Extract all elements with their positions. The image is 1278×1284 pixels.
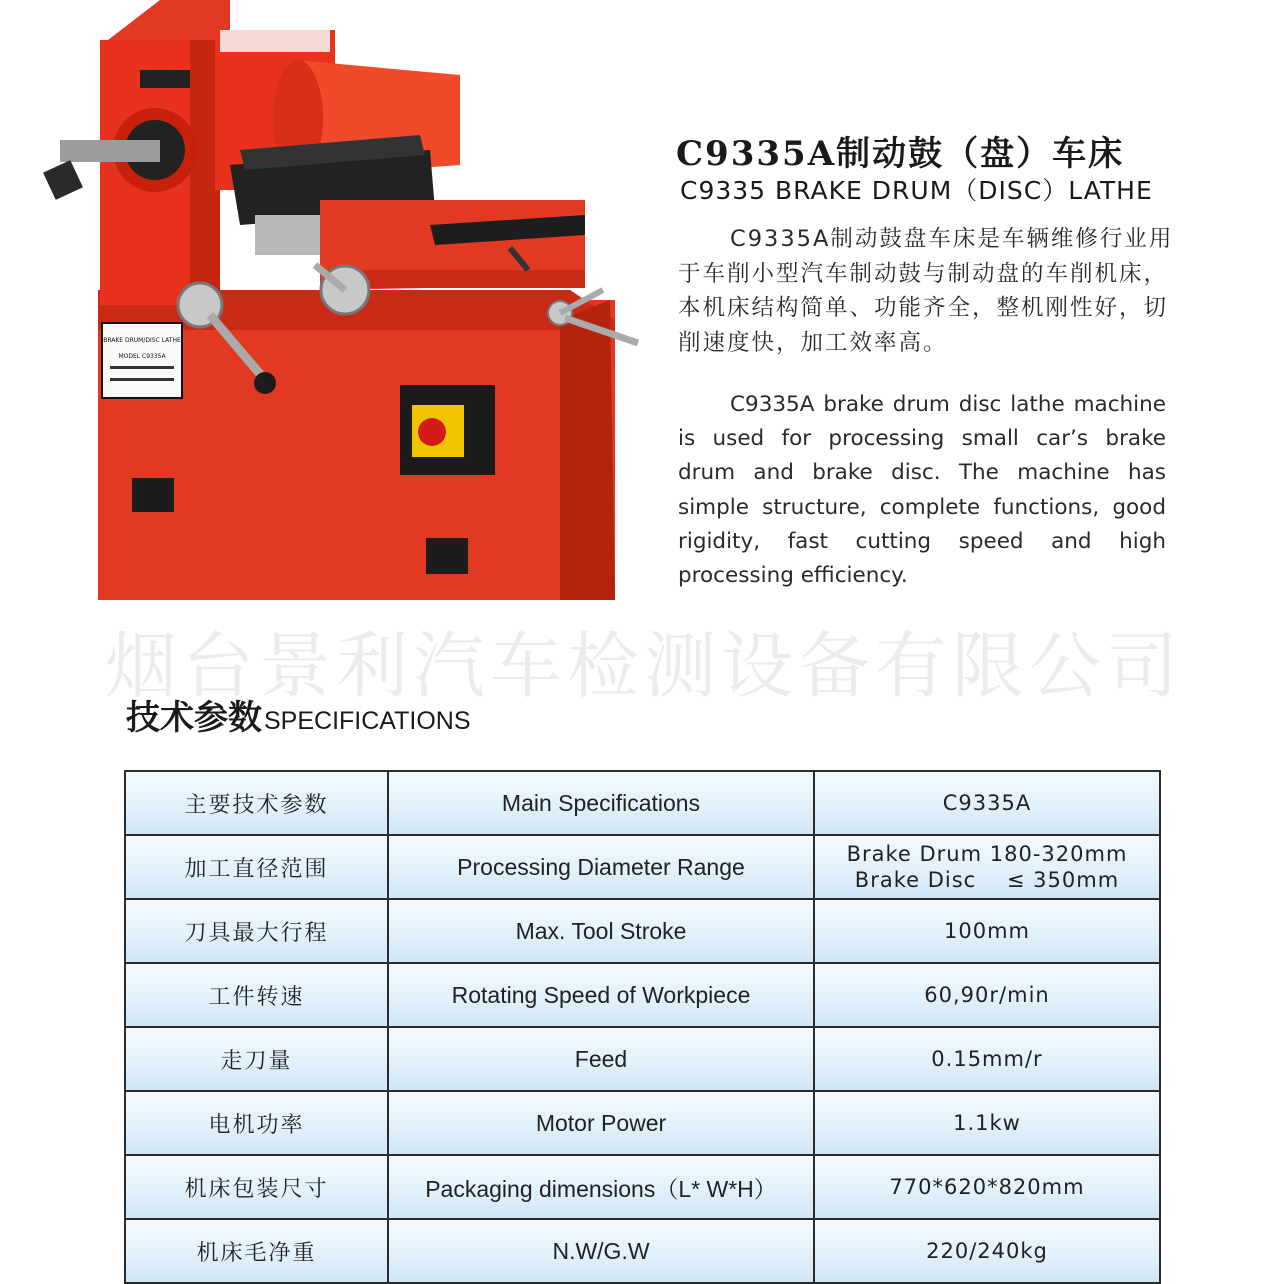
spec-value: 770*620*820mm (814, 1155, 1160, 1219)
specifications-heading (126, 690, 471, 739)
spec-value-line: Brake Disc ≤ 350mm (854, 868, 1120, 892)
table-row (125, 963, 1160, 1027)
spec-name-cn: 刀具最大行程 (125, 899, 388, 963)
spec-name-en: Rotating Speed of Workpiece (388, 963, 814, 1027)
table-row (125, 1219, 1160, 1283)
spec-name-cn: 走刀量 (125, 1027, 388, 1091)
specifications-table (124, 770, 1161, 1284)
spec-name-en: Feed (388, 1027, 814, 1091)
spec-name-cn: 机床包装尺寸 (125, 1155, 388, 1219)
product-title-cn: C9335A制动鼓（盘）车床 (676, 134, 1125, 174)
nameplate-line-2: MODEL C9335A (118, 353, 166, 360)
spec-name-en: Packaging dimensions（L* W*H） (388, 1155, 814, 1219)
spec-value-line: Brake Drum 180-320mm (846, 842, 1128, 866)
spec-value: 100mm (814, 899, 1160, 963)
machine-nameplate (102, 323, 182, 398)
spec-value (814, 835, 1160, 899)
header-en: Main Specifications (388, 771, 814, 835)
spec-value: 0.15mm/r (814, 1027, 1160, 1091)
product-description-en: C9335A brake drum disc lathe machine is used for processing small car’s brake drum and brake disc. The machine has simple structure, complete functions, good rigidity, fast cutting speed and high processing efficiency. (678, 392, 1166, 589)
power-switch-knob (418, 418, 446, 446)
spec-value: 220/240kg (814, 1219, 1160, 1283)
company-watermark: 烟台景利汽车检测设备有限公司 (105, 624, 1184, 708)
spec-name-en: Max. Tool Stroke (388, 899, 814, 963)
header-model: C9335A (814, 771, 1160, 835)
spec-name-en: Processing Diameter Range (388, 835, 814, 899)
table-row (125, 1027, 1160, 1091)
specifications-heading-cn: 技术参数 (126, 698, 262, 738)
specifications-heading-en: SPECIFICATIONS (264, 707, 471, 735)
table-row (125, 899, 1160, 963)
product-description-cn: C9335A制动鼓盘车床是车辆维修行业用于车削小型汽车制动鼓与制动盘的车削机床，本机床结构简单、功能齐全，整机刚性好，切削速度快，加工效率高。 (678, 226, 1174, 356)
spec-name-cn: 工件转速 (125, 963, 388, 1027)
spindle-shaft (60, 140, 160, 162)
nameplate-line-1: BRAKE DRUM/DISC LATHE (103, 337, 181, 344)
spec-name-cn: 电机功率 (125, 1091, 388, 1155)
spec-name-cn: 机床毛净重 (125, 1219, 388, 1283)
spec-value: 1.1kw (814, 1091, 1160, 1155)
header-cn: 主要技术参数 (125, 771, 388, 835)
table-header-row (125, 771, 1160, 835)
spec-name-en: Motor Power (388, 1091, 814, 1155)
table-row (125, 1155, 1160, 1219)
table-row (125, 835, 1160, 899)
spec-name-en: N.W/G.W (388, 1219, 814, 1283)
spec-name-cn: 加工直径范围 (125, 835, 388, 899)
product-title-en: C9335 BRAKE DRUM（DISC）LATHE (680, 176, 1153, 205)
table-row (125, 1091, 1160, 1155)
brake-lathe-machine-image (40, 0, 650, 605)
spec-value: 60,90r/min (814, 963, 1160, 1027)
